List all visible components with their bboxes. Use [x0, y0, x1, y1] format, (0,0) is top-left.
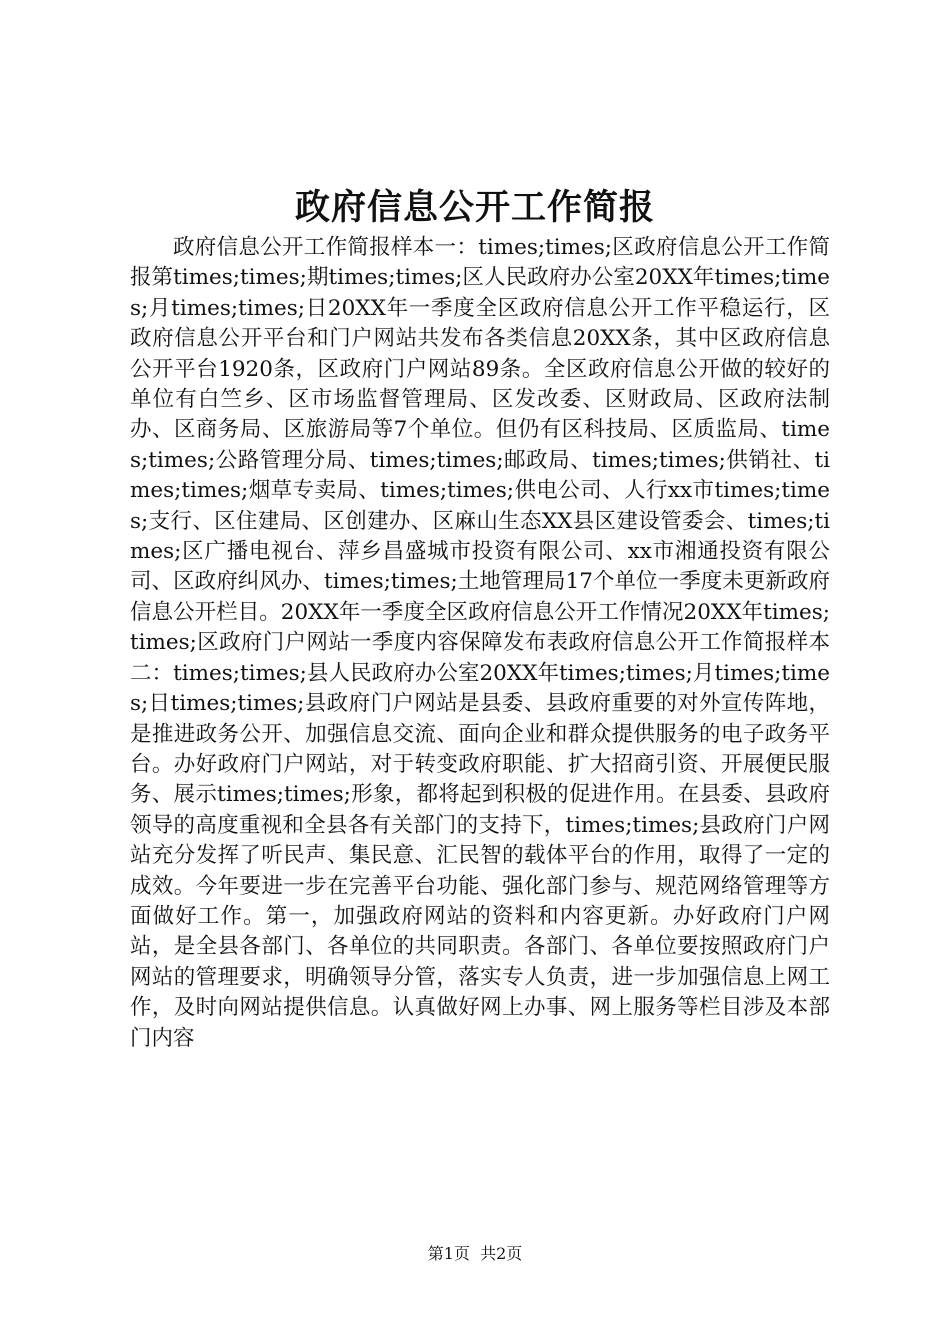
footer-spacer: [470, 1244, 480, 1263]
page-footer: [0, 1243, 950, 1265]
body-paragraph: 政府信息公开工作简报样本一：times;times;区政府信息公开工作简报第times;times;期times;times;区人民政府办公室20XX年times;times;月times;times;日20XX年一季度全区政府信息公开工作平稳运行，区政府信息公开平台和门户网站共发布各类信息20XX条，其中区政府信息公开平台1920条，区政府门户网站89条。全区政府信息公开做的较好的单位有白竺乡、区市场监督管理局、区发改委、区财政局、区政府法制办、区商务局、区旅游局等7个单位。但仍有区科技局、区质监局、times;times;公路管理分局、times;times;邮政局、times;times;供销社、times;times;烟草专卖局、times;times;供电公司、人行xx市times;times;支行、区住建局、区创建办、区麻山生态XX县区建设管委会、times;times;区广播电视台、萍乡昌盛城市投资有限公司、xx市湘通投资有限公司、区政府纠风办、times;times;土地管理局17个单位一季度未更新政府信息公开栏目。20XX年一季度全区政府信息公开工作情况20XX年times;times;区政府门户网站一季度内容保障发布表政府信息公开工作简报样本二：times;times;县人民政府办公室20XX年times;times;月times;times;日times;times;县政府门户网站是县委、县政府重要的对外宣传阵地，是推进政务公开、加强信息交流、面向企业和群众提供服务的电子政务平台。办好政府门户网站，对于转变政府职能、扩大招商引资、开展便民服务、展示times;times;形象，都将起到积极的促进作用。在县委、县政府领导的高度重视和全县各有关部门的支持下，times;times;县政府门户网站充分发挥了听民声、集民意、汇民智的载体平台的作用，取得了一定的成效。今年要进一步在完善平台功能、强化部门参与、规范网络管理等方面做好工作。第一，加强政府网站的资料和内容更新。办好政府门户网站，是全县各部门、各单位的共同职责。各部门、各单位要按照政府门户网站的管理要求，明确领导分管，落实专人负责，进一步加强信息上网工作，及时向网站提供信息。认真做好网上办事、网上服务等栏目涉及本部门内容: [130, 235, 830, 1051]
page-total: 共2页: [480, 1244, 523, 1263]
page-number: 第1页: [427, 1244, 470, 1263]
page-title: 政府信息公开工作简报: [294, 187, 655, 228]
